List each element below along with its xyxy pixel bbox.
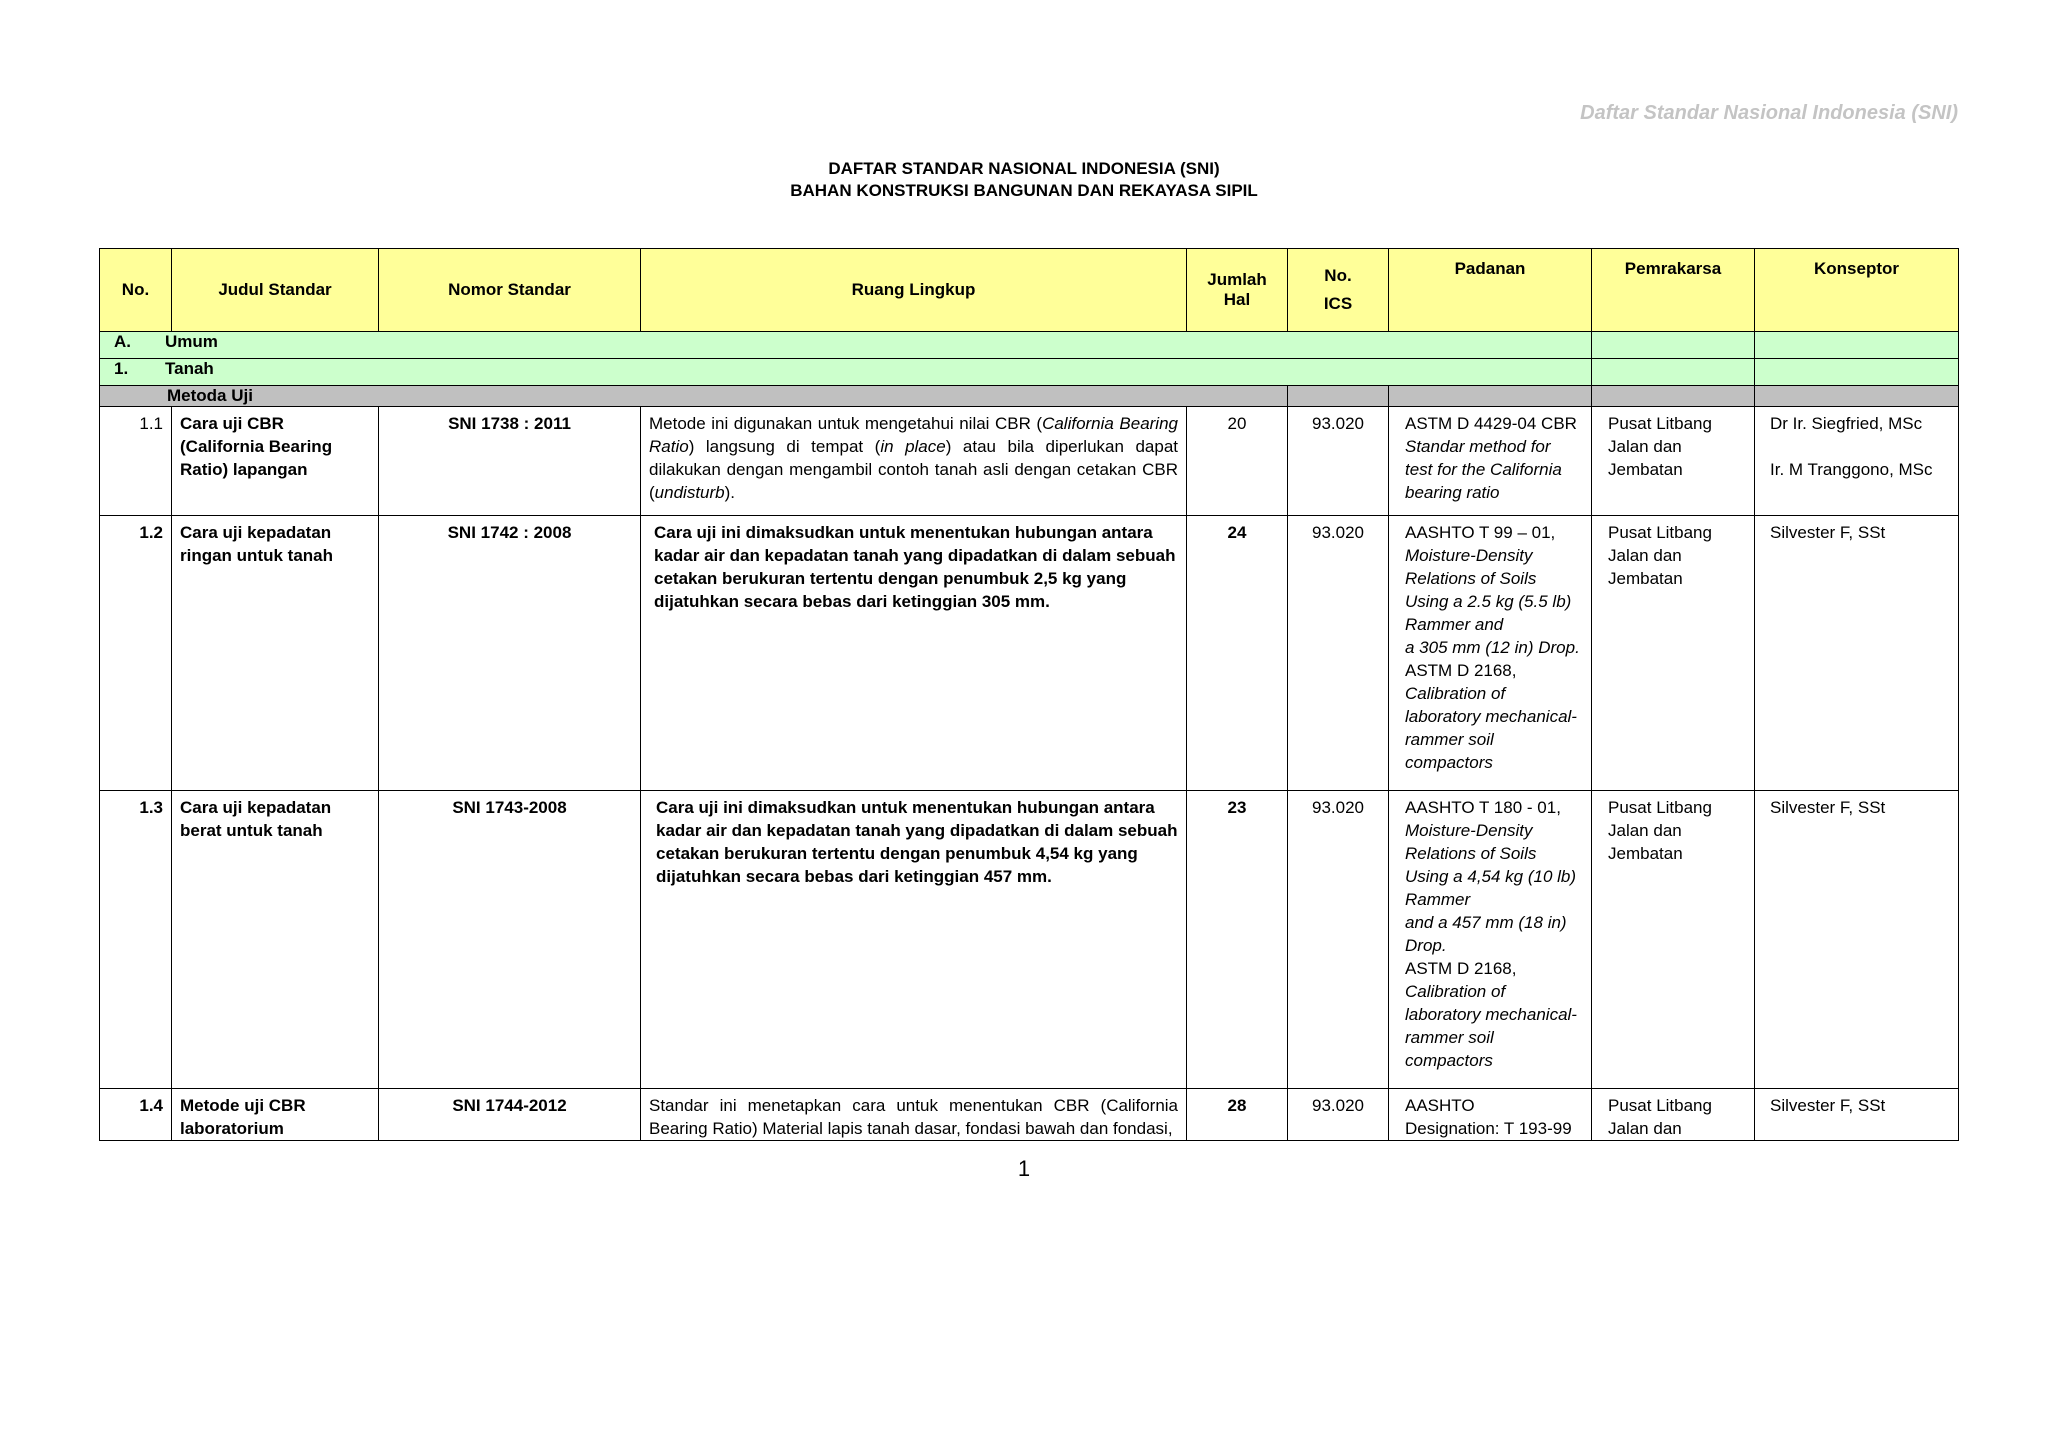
initiator-line: Jalan dan	[1608, 546, 1682, 565]
subsection-empty-4	[1755, 386, 1959, 407]
scope-text-part: Metode ini digunakan untuk mengetahui nilai CBR (	[649, 414, 1043, 433]
scope-text-italic: undisturb	[654, 483, 725, 502]
drafter-line: Dr Ir. Siegfried, MSc	[1770, 414, 1923, 433]
row-number: 1.1	[100, 407, 172, 516]
equivalent-line: Moisture-Density	[1405, 546, 1533, 565]
title-line-1: DAFTAR STANDAR NASIONAL INDONESIA (SNI)	[828, 159, 1220, 178]
equivalent-line: a 305 mm (12 in) Drop.	[1405, 638, 1580, 657]
equivalent-line: compactors	[1405, 753, 1493, 772]
subsection-empty-1	[1288, 386, 1389, 407]
col-header-jumlah-line1: Jumlah	[1207, 270, 1267, 289]
page-number: 1	[1017, 1156, 1031, 1181]
scope-text-part: ) atau bila diperlukan dapat dilakukan dengan mengambil contoh tanah asli dengan cetakan CBR (	[649, 437, 1179, 502]
equivalent-line: Moisture-Density	[1405, 821, 1533, 840]
standard-title-line: ringan untuk tanah	[180, 546, 333, 565]
col-header-ics-line1: No.	[1324, 266, 1352, 285]
page-count: 20	[1187, 407, 1288, 516]
scope-text	[641, 516, 1187, 791]
section-tanah-number: 1.	[114, 359, 129, 378]
scope-text	[641, 791, 1187, 1089]
standard-title-line: berat untuk tanah	[180, 821, 323, 840]
subsection-empty-3	[1592, 386, 1755, 407]
standard-number: SNI 1744-2012	[379, 1089, 641, 1141]
initiator-line: Jalan dan	[1608, 437, 1682, 456]
standards-table	[99, 248, 1959, 1141]
equivalent-line: Rammer	[1405, 890, 1471, 909]
document-title	[0, 158, 2048, 202]
equivalent-line: rammer soil	[1405, 730, 1494, 749]
scope-text-line: cetakan berukuran tertentu dengan penumbuk 4,54 kg yang	[656, 844, 1138, 863]
initiator-line: Jembatan	[1608, 569, 1683, 588]
subsection-row-metoda-uji	[100, 386, 1959, 407]
drafter-line: Silvester F, SSt	[1770, 523, 1886, 542]
equivalent-line: AASHTO T 99 – 01,	[1405, 523, 1556, 542]
initiator	[1592, 407, 1755, 516]
section-tanah-empty-2	[1755, 359, 1959, 386]
equivalent-line: Relations of Soils	[1405, 569, 1537, 588]
equivalent-line: AASHTO	[1405, 1096, 1475, 1115]
scope-text: Standar ini menetapkan cara untuk menentukan CBR (California Bearing Ratio) Material lapis tanah dasar, fondasi bawah dan fondasi,	[641, 1089, 1187, 1141]
equivalent-standard	[1389, 1089, 1592, 1141]
col-header-ics-line2: ICS	[1323, 294, 1353, 313]
initiator	[1592, 516, 1755, 791]
scope-text-line: kadar air dan kepadatan tanah yang dipadatkan di dalam sebuah	[656, 821, 1178, 840]
scope-text-line: Cara uji ini dimaksudkan untuk menentukan hubungan antara	[656, 798, 1155, 817]
standard-number: SNI 1743-2008	[379, 791, 641, 1089]
col-header-nomor: Nomor Standar	[379, 249, 641, 332]
equivalent-line: Drop.	[1405, 936, 1447, 955]
page-count: 24	[1187, 516, 1288, 791]
scope-text-italic: California Bearing Ratio	[649, 414, 1178, 456]
initiator-line: Pusat Litbang	[1608, 798, 1712, 817]
section-tanah-empty-1	[1592, 359, 1755, 386]
standard-title-line: Cara uji kepadatan	[180, 798, 332, 817]
equivalent-standard	[1389, 791, 1592, 1089]
col-header-pemrakarsa: Pemrakarsa	[1592, 249, 1755, 332]
scope-text	[641, 407, 1187, 516]
ics-number: 93.020	[1288, 1089, 1389, 1141]
drafter-line: Silvester F, SSt	[1770, 1096, 1886, 1115]
standard-title	[172, 1089, 379, 1141]
col-header-no: No.	[100, 249, 172, 332]
scope-text-italic: in place	[880, 437, 946, 456]
table-row	[100, 516, 1959, 791]
subsection-metoda-uji-label: Metoda Uji	[100, 386, 1288, 407]
drafter-line: Silvester F, SSt	[1770, 798, 1886, 817]
ics-number: 93.020	[1288, 407, 1389, 516]
section-umum-number: A.	[114, 332, 131, 351]
ics-number: 93.020	[1288, 516, 1389, 791]
scope-text-part: ) langsung di tempat (	[688, 437, 881, 456]
equivalent-line: ASTM D 4429-04 CBR	[1405, 414, 1577, 433]
ics-number: 93.020	[1288, 791, 1389, 1089]
initiator-line: Jalan dan	[1608, 1119, 1682, 1138]
col-header-jumlah	[1187, 249, 1288, 332]
scope-text-line: cetakan berukuran tertentu dengan penumbuk 2,5 kg yang	[654, 569, 1127, 588]
equivalent-line: Using a 4,54 kg (10 lb)	[1405, 867, 1577, 886]
page-count: 28	[1187, 1089, 1288, 1141]
equivalent-line: laboratory mechanical-	[1405, 1005, 1577, 1024]
scope-text-part: ).	[724, 483, 735, 502]
initiator-line: Pusat Litbang	[1608, 1096, 1712, 1115]
section-umum-empty-1	[1592, 332, 1755, 359]
standard-title	[172, 516, 379, 791]
standard-title-line: (California Bearing	[180, 437, 333, 456]
drafter	[1755, 791, 1959, 1089]
section-umum-cell	[100, 332, 1592, 359]
drafter	[1755, 407, 1959, 516]
section-umum-empty-2	[1755, 332, 1959, 359]
table-row	[100, 1089, 1959, 1141]
standard-title	[172, 407, 379, 516]
initiator-line: Jembatan	[1608, 844, 1683, 863]
table-row	[100, 407, 1959, 516]
col-header-jumlah-line2: Hal	[1223, 290, 1251, 309]
page-header: Daftar Standar Nasional Indonesia (SNI)	[1580, 102, 1958, 124]
equivalent-line: Calibration of	[1405, 982, 1506, 1001]
row-number: 1.3	[100, 791, 172, 1089]
row-number: 1.2	[100, 516, 172, 791]
equivalent-line: laboratory mechanical-	[1405, 707, 1577, 726]
scope-text-line: dijatuhkan secara bebas dari ketinggian 457 mm.	[656, 867, 1052, 886]
equivalent-line: Calibration of	[1405, 684, 1506, 703]
section-row-tanah	[100, 359, 1959, 386]
drafter	[1755, 516, 1959, 791]
equivalent-line: compactors	[1405, 1051, 1493, 1070]
equivalent-standard	[1389, 407, 1592, 516]
drafter	[1755, 1089, 1959, 1141]
equivalent-line: ASTM D 2168,	[1405, 661, 1517, 680]
subsection-empty-2	[1389, 386, 1592, 407]
scope-text-line: Cara uji ini dimaksudkan untuk menentukan hubungan antara	[654, 523, 1153, 542]
table-header-row	[100, 249, 1959, 332]
equivalent-line: AASHTO T 180 - 01,	[1405, 798, 1561, 817]
col-header-padanan: Padanan	[1389, 249, 1592, 332]
standard-number: SNI 1738 : 2011	[379, 407, 641, 516]
equivalent-line: Using a 2.5 kg (5.5 lb)	[1405, 592, 1572, 611]
initiator	[1592, 1089, 1755, 1141]
initiator-line: Jalan dan	[1608, 821, 1682, 840]
col-header-judul: Judul Standar	[172, 249, 379, 332]
row-number: 1.4	[100, 1089, 172, 1141]
equivalent-line: bearing ratio	[1405, 483, 1500, 502]
standard-title	[172, 791, 379, 1089]
section-tanah-cell	[100, 359, 1592, 386]
equivalent-line: test for the California	[1405, 460, 1562, 479]
section-umum-label: Umum	[165, 332, 218, 351]
equivalent-line: Rammer and	[1405, 615, 1504, 634]
equivalent-line: rammer soil	[1405, 1028, 1494, 1047]
col-header-ics	[1288, 249, 1389, 332]
section-row-umum	[100, 332, 1959, 359]
equivalent-standard	[1389, 516, 1592, 791]
drafter-line: Ir. M Tranggono, MSc	[1770, 460, 1933, 479]
equivalent-line: Designation: T 193-99	[1405, 1119, 1572, 1138]
initiator-line: Pusat Litbang	[1608, 414, 1712, 433]
standard-number: SNI 1742 : 2008	[379, 516, 641, 791]
standard-title-line: Metode uji CBR	[180, 1096, 306, 1115]
equivalent-line: ASTM D 2168,	[1405, 959, 1517, 978]
standard-title-line: laboratorium	[180, 1119, 284, 1138]
equivalent-line: Relations of Soils	[1405, 844, 1537, 863]
section-tanah-label: Tanah	[165, 359, 214, 378]
scope-text-line: dijatuhkan secara bebas dari ketinggian 305 mm.	[654, 592, 1050, 611]
initiator	[1592, 791, 1755, 1089]
initiator-line: Pusat Litbang	[1608, 523, 1712, 542]
table-row	[100, 791, 1959, 1089]
title-line-2: BAHAN KONSTRUKSI BANGUNAN DAN REKAYASA SIPIL	[790, 181, 1258, 200]
equivalent-line: and a 457 mm (18 in)	[1405, 913, 1567, 932]
col-header-konseptor: Konseptor	[1755, 249, 1959, 332]
standard-title-line: Cara uji kepadatan	[180, 523, 332, 542]
page-count: 23	[1187, 791, 1288, 1089]
scope-text-line: kadar air dan kepadatan tanah yang dipadatkan di dalam sebuah	[654, 546, 1176, 565]
equivalent-line: Standar method for	[1405, 437, 1551, 456]
col-header-ruang: Ruang Lingkup	[641, 249, 1187, 332]
initiator-line: Jembatan	[1608, 460, 1683, 479]
standard-title-line: Cara uji CBR	[180, 414, 284, 433]
standard-title-line: Ratio) lapangan	[180, 460, 308, 479]
